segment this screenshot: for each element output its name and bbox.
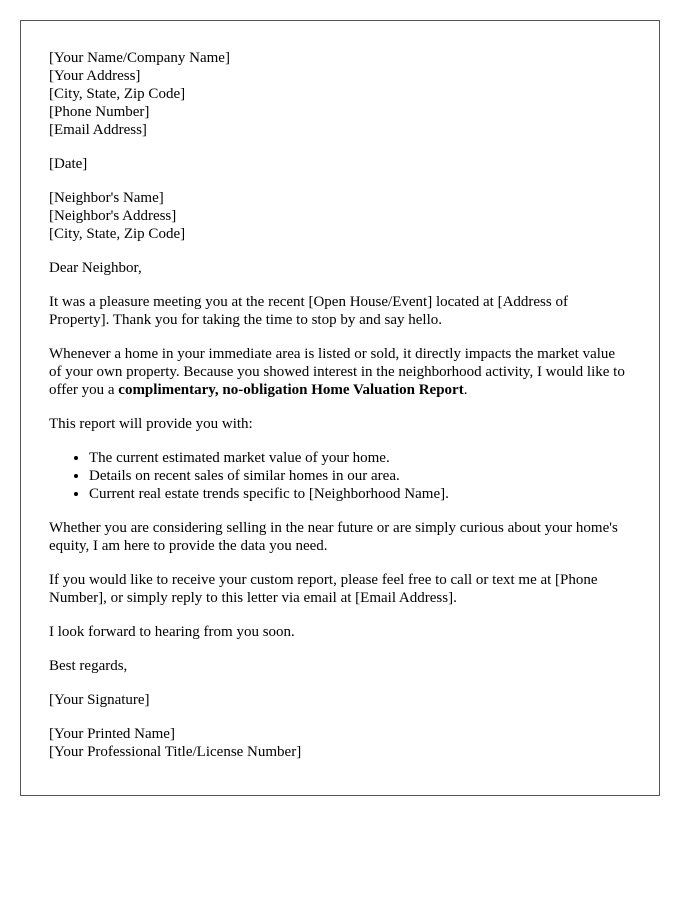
report-list	[49, 449, 631, 503]
salutation: Dear Neighbor,	[49, 260, 142, 276]
paragraph-offer	[49, 345, 631, 399]
recipient-city-state-zip: [City, State, Zip Code]	[49, 226, 186, 242]
letter-date: [Date]	[49, 156, 88, 172]
date-line	[49, 155, 631, 173]
printed-name: [Your Printed Name]	[49, 726, 175, 742]
sender-address: [Your Address]	[49, 68, 141, 84]
list-item: • The current estimated market value of your home.	[89, 449, 631, 467]
list-item: • Current real estate trends specific to [Neighborhood Name].	[89, 485, 631, 503]
sender-email: [Email Address]	[49, 122, 147, 138]
paragraph-offer-text: Whenever a home in your immediate area is listed or sold, it directly impacts the market value of your own property. Because you showed interest in the neighborhood activity, I would like to offer you a	[49, 346, 625, 398]
paragraph-contact: If you would like to receive your custom report, please feel free to call or text me at [Phone Number], or simply reply to this letter via email at [Email Address].	[49, 572, 598, 606]
paragraph-equity: Whether you are considering selling in the near future or are simply curious about your home's equity, I am here to provide the data you need.	[49, 520, 618, 554]
paragraph-closing-remark: I look forward to hearing from you soon.	[49, 624, 295, 640]
recipient-name: [Neighbor's Name]	[49, 190, 164, 206]
list-item: • Details on recent sales of similar homes in our area.	[89, 467, 631, 485]
paragraph-offer-end: .	[463, 382, 468, 398]
sender-name: [Your Name/Company Name]	[49, 50, 230, 66]
sender-city-state-zip: [City, State, Zip Code]	[49, 86, 186, 102]
recipient-address: [Neighbor's Address]	[49, 208, 177, 224]
sender-block	[49, 49, 631, 139]
report-intro: This report will provide you with:	[49, 416, 253, 432]
printed-name-block	[49, 725, 631, 761]
signature: [Your Signature]	[49, 692, 150, 708]
title-license: [Your Professional Title/License Number]	[49, 744, 302, 760]
sender-phone: [Phone Number]	[49, 104, 150, 120]
letter-page	[20, 20, 660, 796]
offer-highlight: complimentary, no-obligation Home Valuation Report	[118, 382, 464, 398]
closing: Best regards,	[49, 658, 128, 674]
paragraph-intro: It was a pleasure meeting you at the recent [Open House/Event] located at [Address of Property]. Thank you for taking the time to stop by and say hello.	[49, 294, 568, 328]
recipient-block	[49, 189, 631, 243]
